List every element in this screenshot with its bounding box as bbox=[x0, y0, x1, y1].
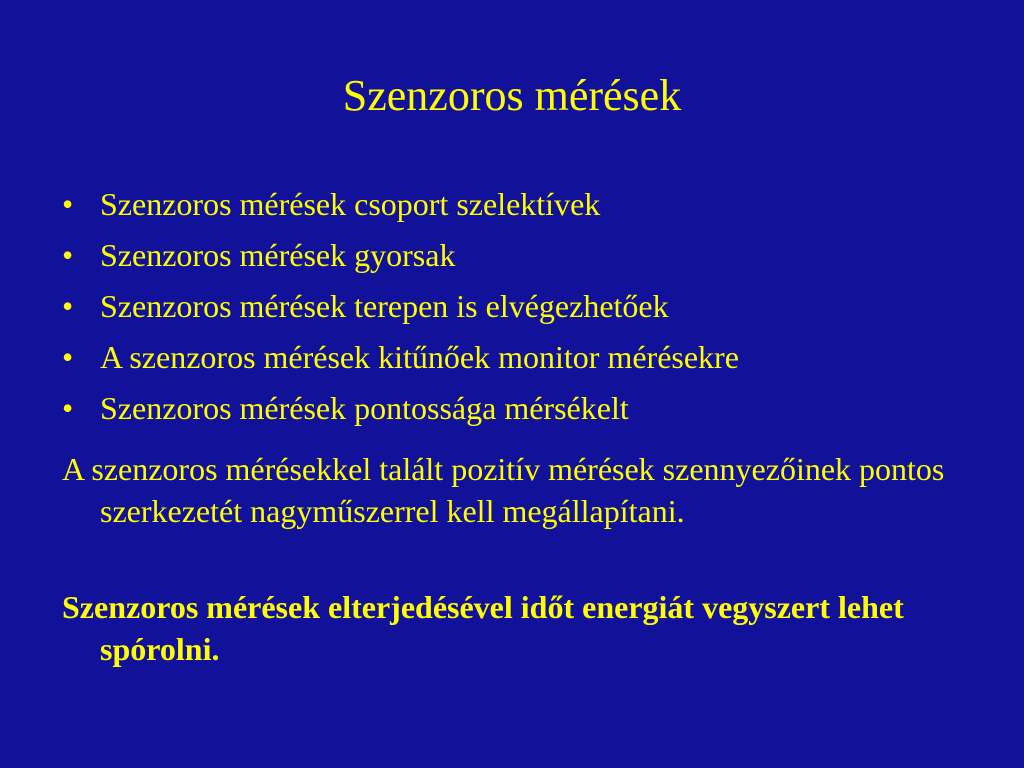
bullet-icon: • bbox=[62, 237, 74, 273]
bullet-item bbox=[62, 235, 982, 275]
bullet-icon: • bbox=[62, 339, 74, 375]
bullet-icon: • bbox=[62, 390, 74, 426]
paragraph-instrumental-confirmation: A szenzoros mérésekkel talált pozitív mérések szennyezőinek pontos szerkezetét nagyműszerrel kell megállapítani. bbox=[62, 451, 945, 529]
bullet-item bbox=[62, 388, 982, 428]
paragraph-savings-conclusion: Szenzoros mérések elterjedésével időt energiát vegyszert lehet spórolni. bbox=[62, 589, 904, 667]
bullet-item bbox=[62, 184, 982, 224]
bullet-text: Szenzoros mérések csoport szelektívek bbox=[100, 186, 601, 222]
bullet-text: A szenzoros mérések kitűnőek monitor mérésekre bbox=[100, 339, 739, 375]
bullet-text: Szenzoros mérések pontossága mérsékelt bbox=[100, 390, 629, 426]
bullet-icon: • bbox=[62, 186, 74, 222]
bullet-icon: • bbox=[62, 288, 74, 324]
bullet-item bbox=[62, 286, 982, 326]
bullet-text: Szenzoros mérések gyorsak bbox=[100, 237, 456, 273]
slide-title: Szenzoros mérések bbox=[342, 71, 682, 120]
bullet-list bbox=[62, 184, 982, 439]
bullet-item bbox=[62, 337, 982, 377]
bullet-text: Szenzoros mérések terepen is elvégezhetőek bbox=[100, 288, 669, 324]
